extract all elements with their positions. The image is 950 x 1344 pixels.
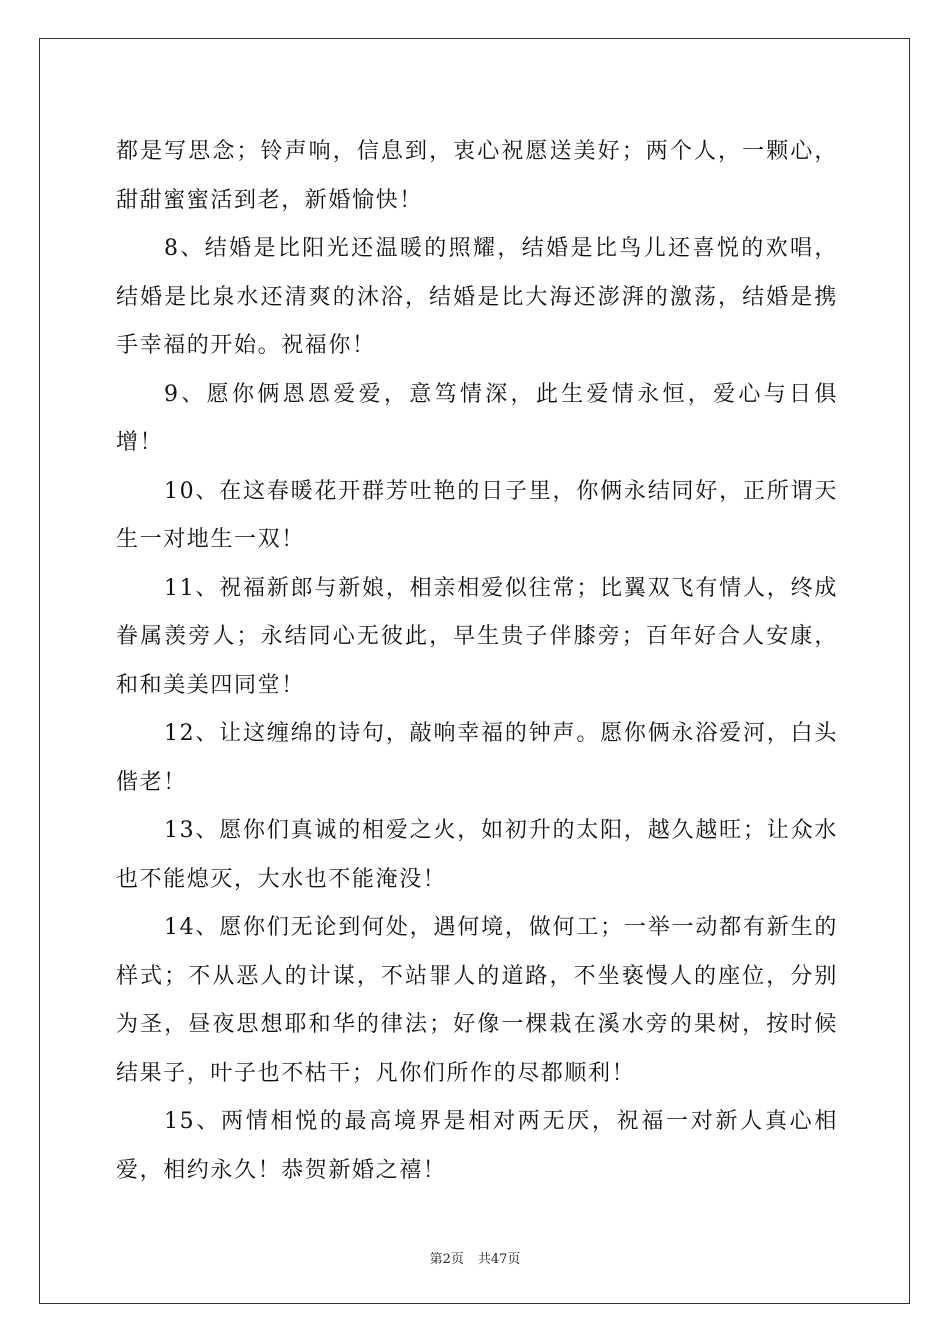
paragraph-14: 14、愿你们无论到何处，遇何境，做何工；一举一动都有新生的样式；不从恶人的计谋，不站罪人的道路，不坐亵慢人的座位，分别为圣，昼夜思想耶和华的律法；好像一棵栽在溪水旁的果树，按时候结果子，叶子也不枯干；凡你们所作的尽都顺利！: [116, 915, 838, 1086]
paragraph-13: 13、愿你们真诚的相爱之火，如初升的太阳，越久越旺；让众水也不能熄灭，大水也不能淹没！: [116, 818, 838, 892]
paragraph-continued: 都是写思念；铃声响，信息到，衷心祝愿送美好；两个人，一颗心，甜甜蜜蜜活到老，新婚愉快！: [116, 139, 838, 213]
page-footer: [0, 1248, 950, 1267]
paragraph-10: 10、在这春暖花开群芳吐艳的日子里，你俩永结同好，正所谓天生一对地生一双！: [116, 478, 838, 552]
paragraph-11: 11、祝福新郎与新娘，相亲相爱似往常；比翼双飞有情人，终成眷属羡旁人；永结同心无彼此，早生贵子伴膝旁；百年好合人安康，和和美美四同堂！: [116, 575, 838, 698]
paragraph-12: 12、让这缠绵的诗句，敲响幸福的钟声。愿你俩永浴爱河，白头偕老！: [116, 721, 838, 795]
paragraph-9: 9、愿你俩恩恩爱爱，意笃情深，此生爱情永恒，爱心与日俱增！: [116, 381, 838, 455]
page-number: 第2页: [429, 1252, 464, 1267]
paragraph-15: 15、两情相悦的最高境界是相对两无厌，祝福一对新人真心相爱，相约永久！恭贺新婚之禧！: [116, 1109, 838, 1183]
total-pages: 共47页: [477, 1252, 521, 1267]
document-body: [116, 128, 838, 1195]
paragraph-8: 8、结婚是比阳光还温暖的照耀，结婚是比鸟儿还喜悦的欢唱，结婚是比泉水还清爽的沐浴，结婚是比大海还澎湃的激荡，结婚是携手幸福的开始。祝福你！: [116, 236, 838, 358]
